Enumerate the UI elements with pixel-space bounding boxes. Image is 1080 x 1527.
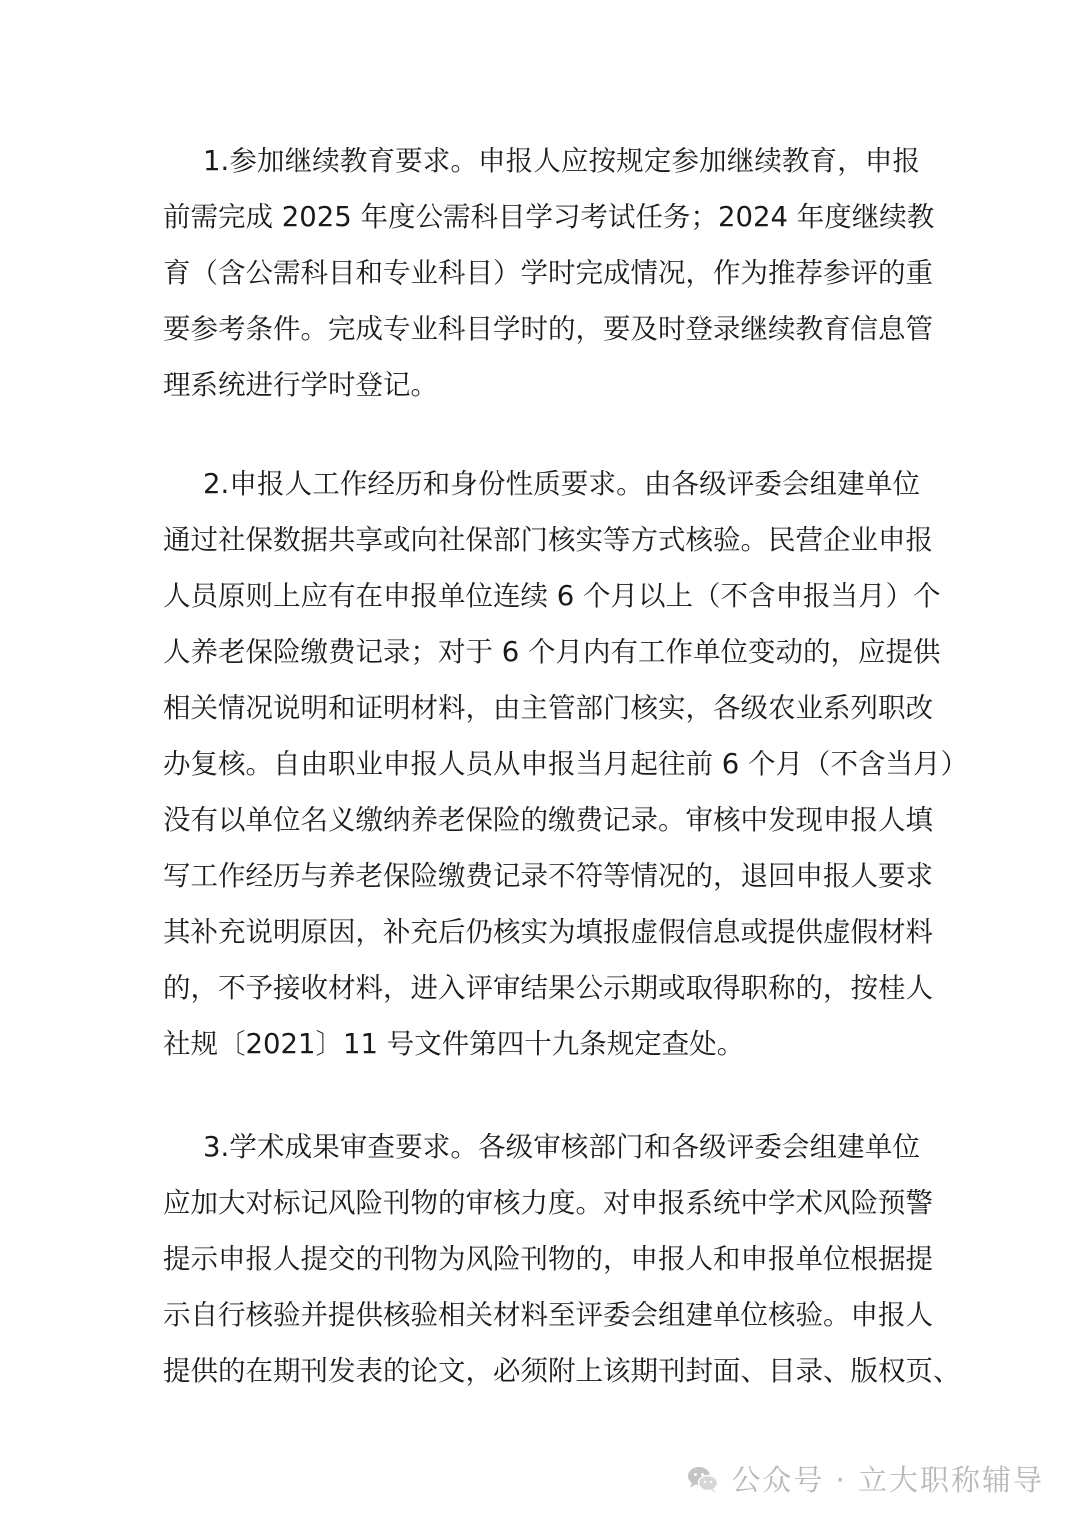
watermark: [685, 1458, 1044, 1499]
paragraph-line: 育（含公需科目和专业科目）学时完成情况，作为推荐参评的重: [163, 257, 933, 289]
paragraph-line: 应加大对标记风险刊物的审核力度。对申报系统中学术风险预警: [163, 1187, 933, 1219]
paragraph-line: 3.学术成果审查要求。各级审核部门和各级评委会组建单位: [203, 1131, 920, 1163]
paragraph-line: 其补充说明原因，补充后仍核实为填报虚假信息或提供虚假材料: [163, 916, 933, 948]
paragraph-line: 相关情况说明和证明材料，由主管部门核实，各级农业系列职改: [163, 692, 933, 724]
paragraph-line: 人员原则上应有在申报单位连续 6 个月以上（不含申报当月）个: [163, 580, 941, 612]
paragraph-line: 人养老保险缴费记录；对于 6 个月内有工作单位变动的，应提供: [163, 636, 941, 668]
paragraph-line: 提供的在期刊发表的论文，必须附上该期刊封面、目录、版权页、: [163, 1355, 961, 1387]
paragraph-line: 的，不予接收材料，进入评审结果公示期或取得职称的，按桂人: [163, 972, 933, 1004]
paragraph-academic-review: [163, 1119, 961, 1399]
paragraph-continuing-education: [163, 133, 935, 413]
paragraph-line: 1.参加继续教育要求。申报人应按规定参加继续教育，申报: [203, 145, 920, 177]
paragraph-line: 社规〔2021〕11 号文件第四十九条规定查处。: [163, 1028, 745, 1060]
paragraph-line: 写工作经历与养老保险缴费记录不符等情况的，退回申报人要求: [163, 860, 933, 892]
paragraph-line: 理系统进行学时登记。: [163, 369, 438, 401]
paragraph-line: 示自行核验并提供核验相关材料至评委会组建单位核验。申报人: [163, 1299, 933, 1331]
paragraph-line: 2.申报人工作经历和身份性质要求。由各级评委会组建单位: [203, 468, 920, 500]
paragraph-line: 没有以单位名义缴纳养老保险的缴费记录。审核中发现申报人填: [163, 804, 933, 836]
paragraph-line: 办复核。自由职业申报人员从申报当月起往前 6 个月（不含当月）: [163, 748, 968, 780]
paragraph-line: 要参考条件。完成专业科目学时的，要及时登录继续教育信息管: [163, 313, 933, 345]
wechat-icon: [685, 1461, 721, 1497]
paragraph-work-experience: [163, 456, 968, 1072]
paragraph-line: 提示申报人提交的刊物为风险刊物的，申报人和申报单位根据提: [163, 1243, 933, 1275]
paragraph-line: 前需完成 2025 年度公需科目学习考试任务；2024 年度继续教: [163, 201, 935, 233]
paragraph-line: 通过社保数据共享或向社保部门核实等方式核验。民营企业申报: [163, 524, 933, 556]
watermark-text: 公众号 · 立大职称辅导: [731, 1463, 1044, 1497]
